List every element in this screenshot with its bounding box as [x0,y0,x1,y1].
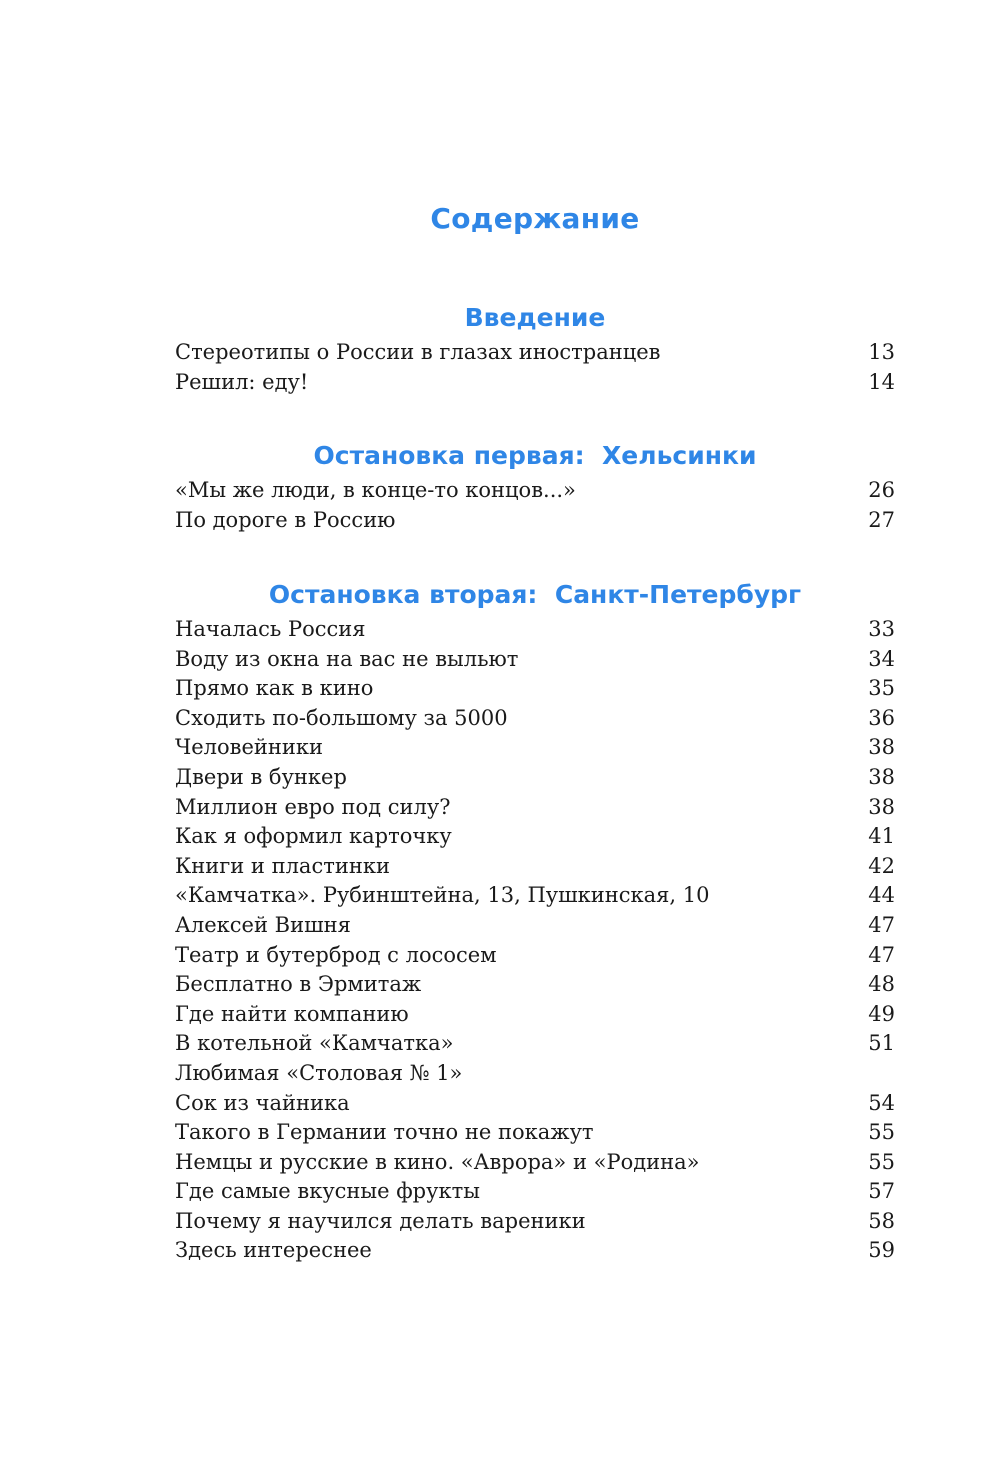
toc-entry-page-number: 35 [868,676,895,701]
section-heading: Остановка вторая: Санкт-Петербург [268,580,802,609]
toc-entry-page-number: 38 [868,764,895,789]
toc-entry-title: Почему я научился делать вареники [175,1208,586,1233]
toc-entry-page-number: 36 [868,705,895,730]
toc-entry-page-number: 59 [868,1238,895,1263]
toc-entry[interactable] [175,1118,895,1148]
toc-entry-page-number: 48 [868,972,895,997]
toc-entry-page-number: 55 [868,1120,895,1145]
toc-entry-page-number: 38 [868,794,895,819]
toc-entry-title: Двери в бункер [175,764,347,789]
toc-entry[interactable] [175,941,895,971]
toc-entry-title: Сходить по-большому за 5000 [175,705,508,730]
toc-entry[interactable] [175,881,895,911]
entry-list [175,338,895,397]
toc-entry-page-number: 58 [868,1208,895,1233]
toc-entry-title: Человейники [175,735,324,760]
toc-entry-title: Как я оформил карточку [175,824,452,849]
toc-entry[interactable] [175,763,895,793]
toc-entry-title: В котельной «Камчатка» [175,1031,454,1056]
toc-entry-page-number: 38 [868,735,895,760]
toc-entry-title: Воду из окна на вас не выльют [175,646,519,671]
toc-entry[interactable] [175,852,895,882]
toc-entry-page-number: 34 [868,646,895,671]
toc-entry-page-number: 33 [868,617,895,641]
toc-entry[interactable] [175,1089,895,1119]
toc-entry-page-number: 51 [868,1031,895,1056]
toc-entry-title: «Камчатка». Рубинштейна, 13, Пушкинская, 10 [175,883,710,908]
toc-entry[interactable] [175,1148,895,1178]
entry-list [175,615,895,1266]
toc-entry-title: «Мы же люди, в конце-то концов...» [175,478,576,502]
toc-entry-page-number: 55 [868,1149,895,1174]
toc-entry-title: Прямо как в кино [175,676,374,701]
toc-entry[interactable] [175,1236,895,1266]
toc-entry[interactable] [175,338,895,368]
toc-section-saint-petersburg [175,577,895,1266]
toc-entry[interactable] [175,1207,895,1237]
toc-entry-page-number: 14 [868,369,895,394]
toc-entry[interactable] [175,645,895,675]
toc-entry-title: Такого в Германии точно не покажут [175,1120,594,1145]
toc-entry-title: По дороге в Россию [175,507,396,532]
toc-entry[interactable] [175,476,895,506]
toc-entry-title: Где самые вкусные фрукты [175,1179,480,1204]
toc-entry[interactable] [175,793,895,823]
toc-entry[interactable] [175,704,895,734]
toc-entry[interactable] [175,970,895,1000]
toc-entry-page-number: 57 [868,1179,895,1204]
toc-entry-title: Сок из чайника [175,1090,350,1115]
toc-entry[interactable] [175,506,895,536]
toc-entry[interactable] [175,733,895,763]
toc-entry-title: Немцы и русские в кино. «Аврора» и «Родина» [175,1149,700,1174]
section-heading: Остановка первая: Хельсинки [313,441,757,470]
toc-entry-title: Здесь интереснее [175,1238,372,1263]
toc-entry-title: Решил: еду! [175,369,309,394]
toc-entry-title: Бесплатно в Эрмитаж [175,972,422,997]
toc-entry[interactable] [175,911,895,941]
toc-entry-title: Где найти компанию [175,1001,409,1026]
toc-entry-page-number: 54 [868,1090,895,1115]
toc-entry-title: Любимая «Столовая № 1» [175,1060,463,1085]
toc-entry-page-number: 47 [868,912,895,937]
toc-entry-page-number: 27 [868,507,895,532]
toc-section-helsinki [175,438,895,535]
toc-entry-page-number: 47 [868,942,895,967]
section-heading: Введение [464,303,606,332]
toc-entry-page-number: 26 [868,478,895,502]
toc-entry[interactable] [175,822,895,852]
toc-entry[interactable] [175,1177,895,1207]
toc-entry-title: Миллион евро под силу? [175,794,451,819]
entry-list [175,476,895,535]
toc-entry[interactable] [175,615,895,645]
toc-entry[interactable] [175,1000,895,1030]
toc-entry-title: Театр и бутерброд с лососем [175,942,497,967]
toc-entry-page-number: 44 [868,883,895,908]
toc-entry-page-number: 13 [868,340,895,364]
toc-title: Содержание [430,202,640,235]
toc-entry[interactable] [175,674,895,704]
toc-entry-title: Стереотипы о России в глазах иностранцев [175,340,661,364]
toc-entry-page-number: 41 [868,824,895,849]
toc-entry-page-number: 49 [868,1001,895,1026]
toc-section-intro [175,300,895,397]
toc-entry-title: Алексей Вишня [175,912,351,937]
toc-entry[interactable] [175,1029,895,1059]
toc-entry-page-number: 42 [868,853,895,878]
toc-entry[interactable] [175,1059,895,1089]
toc-entry[interactable] [175,368,895,398]
toc-entry-title: Книги и пластинки [175,853,390,878]
toc-entry-title: Началась Россия [175,617,366,641]
